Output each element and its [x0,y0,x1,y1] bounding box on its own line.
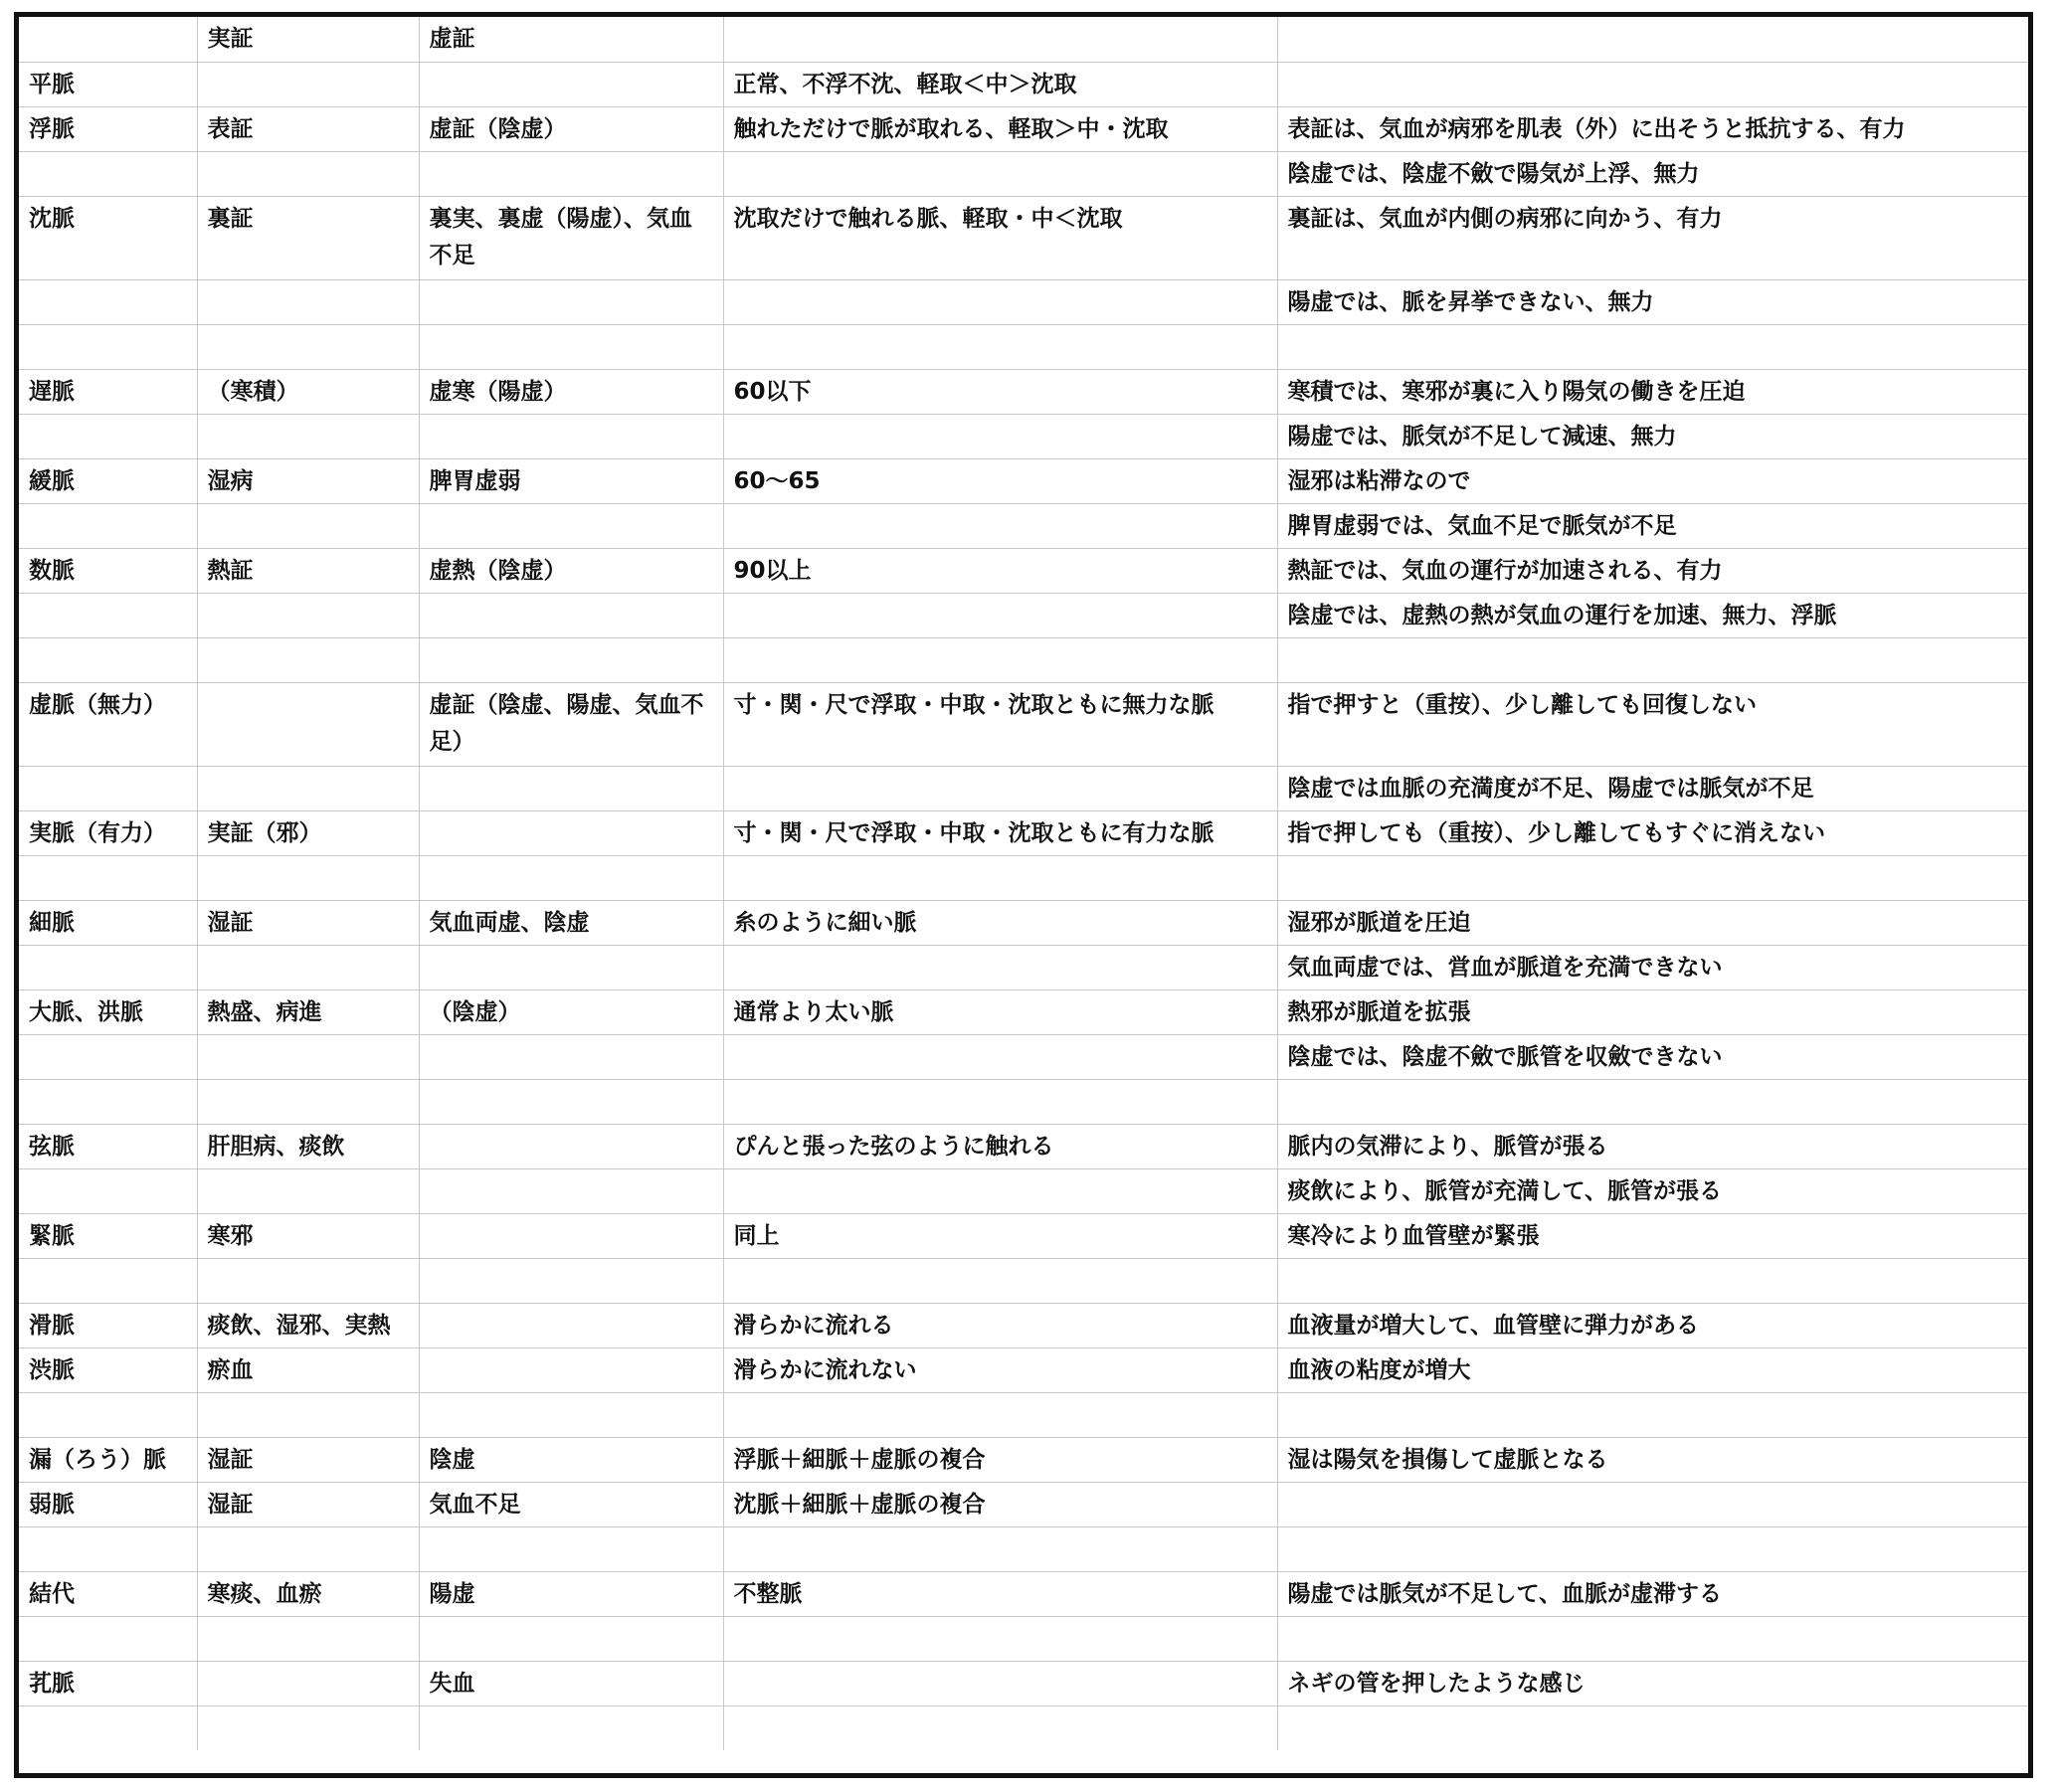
table-cell[interactable]: 痰飲、湿邪、実熱 [197,1303,419,1347]
table-cell[interactable] [19,1079,197,1124]
table-cell[interactable] [419,1168,723,1213]
table-cell[interactable]: 湿証 [197,900,419,945]
table-cell[interactable] [723,1258,1277,1303]
table-row [19,1437,2028,1482]
table-cell[interactable]: 血液量が増大して、血管壁に弾力がある [1277,1303,2028,1347]
table-cell[interactable] [197,1079,419,1124]
table-cell[interactable]: 実証（邪） [197,810,419,855]
table-cell[interactable] [1277,324,2028,369]
table-cell[interactable]: 浮脈＋細脈＋虚脈の複合 [723,1437,1277,1482]
table-row [19,1526,2028,1571]
table-cell[interactable]: 熱邪が脈道を拡張 [1277,989,2028,1034]
table-cell[interactable]: 陽虚 [419,1571,723,1616]
table-cell[interactable] [19,945,197,989]
table-cell[interactable] [197,1392,419,1437]
table-cell[interactable] [419,855,723,900]
table-cell[interactable]: 寸・関・尺で浮取・中取・沈取ともに有力な脈 [723,810,1277,855]
table-cell[interactable] [723,1079,1277,1124]
table-cell[interactable]: 芤脈 [19,1661,197,1705]
table-row [19,900,2028,945]
table-cell[interactable]: 裏証 [197,196,419,279]
table-row [19,279,2028,324]
table-cell[interactable]: 熱盛、病進 [197,989,419,1034]
table-row [19,766,2028,810]
table-cell[interactable] [197,945,419,989]
table-cell[interactable]: 大脈、洪脈 [19,989,197,1034]
table-cell[interactable]: 触れただけで脈が取れる、軽取＞中・沈取 [723,106,1277,151]
table-cell[interactable] [723,1705,1277,1750]
table-row [19,637,2028,682]
table-cell[interactable] [419,1526,723,1571]
table-cell[interactable] [19,503,197,548]
table-cell[interactable] [197,1526,419,1571]
table-cell[interactable] [419,1124,723,1168]
table-cell[interactable]: 滑らかに流れない [723,1347,1277,1392]
table-cell[interactable] [419,324,723,369]
table-cell[interactable] [419,1079,723,1124]
table-cell[interactable]: 漏（ろう）脈 [19,1437,197,1482]
table-row [19,1303,2028,1347]
table-cell[interactable]: 血液の粘度が増大 [1277,1347,2028,1392]
table-cell[interactable]: 陰虚では血脈の充満度が不足、陽虚では脈気が不足 [1277,766,2028,810]
table-cell[interactable]: 糸のように細い脈 [723,900,1277,945]
table-row [19,810,2028,855]
table-cell[interactable] [723,1526,1277,1571]
table-cell[interactable] [723,151,1277,196]
table-cell[interactable] [1277,855,2028,900]
table-cell[interactable] [419,503,723,548]
table-cell[interactable] [723,637,1277,682]
table-cell[interactable]: 裏証は、気血が内側の病邪に向かう、有力 [1277,196,2028,279]
table-row [19,989,2028,1034]
table-row [19,503,2028,548]
table-cell[interactable]: 陽虚では、脈気が不足して減速、無力 [1277,414,2028,458]
table-cell[interactable] [419,1303,723,1347]
table-cell[interactable]: 虚証 [419,17,723,62]
table-cell[interactable] [723,855,1277,900]
table-cell[interactable] [419,637,723,682]
table-row [19,1258,2028,1303]
table-row [19,17,2028,62]
table-cell[interactable] [419,1213,723,1258]
table-cell[interactable] [1277,62,2028,106]
table-cell[interactable] [419,1705,723,1750]
table-cell[interactable]: 浮脈 [19,106,197,151]
table-cell[interactable]: 沈脈＋細脈＋虚脈の複合 [723,1482,1277,1526]
table-cell[interactable] [197,593,419,637]
table-cell[interactable]: 虚寒（陽虚） [419,369,723,414]
table-cell[interactable] [19,855,197,900]
table-cell[interactable]: 瘀血 [197,1347,419,1392]
table-cell[interactable]: 寒痰、血瘀 [197,1571,419,1616]
table-row [19,414,2028,458]
table-cell[interactable]: 寒冷により血管壁が緊張 [1277,1213,2028,1258]
table-cell[interactable] [197,1705,419,1750]
table-cell[interactable]: 表証は、気血が病邪を肌表（外）に出そうと抵抗する、有力 [1277,106,2028,151]
table-cell[interactable] [1277,1526,2028,1571]
table-row [19,458,2028,503]
table-cell[interactable]: 湿証 [197,1437,419,1482]
table-cell[interactable]: 平脈 [19,62,197,106]
table-cell[interactable]: 実脈（有力） [19,810,197,855]
table-cell[interactable]: ぴんと張った弦のように触れる [723,1124,1277,1168]
table-cell[interactable] [197,1661,419,1705]
table-cell[interactable]: 数脈 [19,548,197,593]
table-cell[interactable] [419,1616,723,1661]
table-cell[interactable] [419,766,723,810]
table-cell[interactable] [197,1258,419,1303]
table-cell[interactable]: 陰虚 [419,1437,723,1482]
table-cell[interactable] [419,810,723,855]
table-row [19,1168,2028,1213]
table-cell[interactable] [419,1034,723,1079]
table-cell[interactable]: 気血両虚、陰虚 [419,900,723,945]
table-cell[interactable] [19,1168,197,1213]
table-row [19,945,2028,989]
table-cell[interactable] [197,279,419,324]
table-cell[interactable]: 不整脈 [723,1571,1277,1616]
table-cell[interactable] [19,637,197,682]
table-row [19,1571,2028,1616]
table-cell[interactable]: 熱証では、気血の運行が加速される、有力 [1277,548,2028,593]
table-cell[interactable]: 裏実、裏虚（陽虚）、気血不足 [419,196,723,279]
table-cell[interactable]: 気血不足 [419,1482,723,1526]
table-cell[interactable]: 熱証 [197,548,419,593]
table-cell[interactable]: 指で押すと（重按）、少し離しても回復しない [1277,682,2028,766]
table-cell[interactable] [419,151,723,196]
table-cell[interactable] [197,324,419,369]
table-cell[interactable]: 気血両虚では、営血が脈道を充満できない [1277,945,2028,989]
table-cell[interactable]: 陽虚では、脈を昇挙できない、無力 [1277,279,2028,324]
table-cell[interactable] [723,1616,1277,1661]
table-cell[interactable] [419,1392,723,1437]
table-cell[interactable] [419,414,723,458]
table-row [19,1705,2028,1750]
table-cell[interactable]: 虚脈（無力） [19,682,197,766]
table-cell[interactable] [723,1392,1277,1437]
table-cell[interactable] [1277,1258,2028,1303]
table-cell[interactable]: 虚証（陰虚） [419,106,723,151]
table-cell[interactable]: 通常より太い脈 [723,989,1277,1034]
table-cell[interactable] [1277,17,2028,62]
table-cell[interactable]: 脾胃虚弱では、気血不足で脈気が不足 [1277,503,2028,548]
table-cell[interactable] [1277,1482,2028,1526]
table-cell[interactable] [197,1034,419,1079]
table-cell[interactable] [19,17,197,62]
table-cell[interactable] [197,503,419,548]
table-row [19,369,2028,414]
table-cell[interactable] [1277,1616,2028,1661]
table-cell[interactable]: 結代 [19,1571,197,1616]
table-row [19,151,2028,196]
table-cell[interactable] [723,945,1277,989]
table-cell[interactable]: 湿証 [197,1482,419,1526]
table-row [19,196,2028,279]
table-cell[interactable]: 沈取だけで触れる脈、軽取・中＜沈取 [723,196,1277,279]
table-cell[interactable] [723,279,1277,324]
table-cell[interactable]: 寒積では、寒邪が裏に入り陽気の働きを圧迫 [1277,369,2028,414]
table-row [19,1616,2028,1661]
table-cell[interactable]: 虚証（陰虚、陽虚、気血不足） [419,682,723,766]
table-cell[interactable]: 湿病 [197,458,419,503]
table-cell[interactable]: 脈内の気滞により、脈管が張る [1277,1124,2028,1168]
table-cell[interactable]: 緊脈 [19,1213,197,1258]
table-cell[interactable] [723,1661,1277,1705]
table-cell[interactable] [19,414,197,458]
table-row [19,1213,2028,1258]
table-cell[interactable]: 弱脈 [19,1482,197,1526]
table-cell[interactable]: 滑らかに流れる [723,1303,1277,1347]
table-row [19,682,2028,766]
table-row [19,106,2028,151]
table-cell[interactable] [1277,637,2028,682]
table-cell[interactable] [197,855,419,900]
table-cell[interactable]: 寒邪 [197,1213,419,1258]
table-cell[interactable]: 実証 [197,17,419,62]
table-row [19,1482,2028,1526]
table-row [19,1079,2028,1124]
table-cell[interactable] [419,279,723,324]
table-cell[interactable] [197,766,419,810]
table-cell[interactable]: 陽虚では脈気が不足して、血脈が虚滞する [1277,1571,2028,1616]
table-cell[interactable] [197,1616,419,1661]
table-row [19,1124,2028,1168]
table-cell[interactable] [197,62,419,106]
table-cell[interactable] [419,945,723,989]
table-cell[interactable] [19,766,197,810]
table-cell[interactable] [723,1168,1277,1213]
table-cell[interactable]: 渋脈 [19,1347,197,1392]
table-row [19,62,2028,106]
table-cell[interactable] [197,151,419,196]
table-cell[interactable] [723,324,1277,369]
table-cell[interactable]: 沈脈 [19,196,197,279]
table-cell[interactable]: 60以下 [723,369,1277,414]
table-cell[interactable] [197,414,419,458]
table-row [19,1347,2028,1392]
pulse-diagnosis-table [19,17,2028,1750]
table-cell[interactable] [19,151,197,196]
table-cell[interactable]: 失血 [419,1661,723,1705]
table-cell[interactable] [723,1034,1277,1079]
table-cell[interactable]: 60〜65 [723,458,1277,503]
table-cell[interactable]: 遅脈 [19,369,197,414]
table-cell[interactable]: 湿邪は粘滞なので [1277,458,2028,503]
table-cell[interactable] [197,1168,419,1213]
table-row [19,1034,2028,1079]
table-cell[interactable] [723,17,1277,62]
table-cell[interactable] [19,1392,197,1437]
table-cell[interactable] [723,503,1277,548]
table-cell[interactable] [19,593,197,637]
table-cell[interactable] [197,682,419,766]
table-cell[interactable]: 緩脈 [19,458,197,503]
table-cell[interactable]: 湿は陽気を損傷して虚脈となる [1277,1437,2028,1482]
table-cell[interactable] [1277,1392,2028,1437]
table-cell[interactable] [723,593,1277,637]
table-row [19,1392,2028,1437]
table-cell[interactable]: 湿邪が脈道を圧迫 [1277,900,2028,945]
table-cell[interactable] [19,1616,197,1661]
table-cell[interactable]: 陰虚では、虚熱の熱が気血の運行を加速、無力、浮脈 [1277,593,2028,637]
table-cell[interactable] [419,1347,723,1392]
table-cell[interactable] [19,1034,197,1079]
table-cell[interactable]: （陰虚） [419,989,723,1034]
table-cell[interactable]: 陰虚では、陰虚不斂で陽気が上浮、無力 [1277,151,2028,196]
table-cell[interactable]: 虚熱（陰虚） [419,548,723,593]
table-cell[interactable]: ネギの管を押したような感じ [1277,1661,2028,1705]
table-row [19,593,2028,637]
table-row [19,324,2028,369]
table-cell[interactable]: 痰飲により、脈管が充満して、脈管が張る [1277,1168,2028,1213]
table-cell[interactable] [419,1258,723,1303]
table-cell[interactable]: （寒積） [197,369,419,414]
table-cell[interactable] [1277,1705,2028,1750]
table-cell[interactable]: 表証 [197,106,419,151]
table-cell[interactable]: 同上 [723,1213,1277,1258]
table-cell[interactable]: 脾胃虚弱 [419,458,723,503]
table-cell[interactable] [419,593,723,637]
table-cell[interactable] [723,414,1277,458]
table-body [19,17,2028,1750]
table-row [19,548,2028,593]
table-cell[interactable] [19,1258,197,1303]
table-row [19,1661,2028,1705]
table-row [19,855,2028,900]
table-cell[interactable]: 弦脈 [19,1124,197,1168]
table-cell[interactable] [1277,1079,2028,1124]
spreadsheet-sheet [14,12,2033,1778]
table-cell[interactable]: 陰虚では、陰虚不斂で脈管を収斂できない [1277,1034,2028,1079]
table-cell[interactable] [19,324,197,369]
table-cell[interactable] [19,1526,197,1571]
table-cell[interactable] [419,62,723,106]
table-cell[interactable]: 正常、不浮不沈、軽取＜中＞沈取 [723,62,1277,106]
table-cell[interactable]: 細脈 [19,900,197,945]
table-cell[interactable]: 指で押しても（重按）、少し離してもすぐに消えない [1277,810,2028,855]
table-cell[interactable]: 肝胆病、痰飲 [197,1124,419,1168]
table-cell[interactable] [723,766,1277,810]
table-cell[interactable]: 滑脈 [19,1303,197,1347]
table-cell[interactable] [19,1705,197,1750]
table-cell[interactable]: 90以上 [723,548,1277,593]
table-cell[interactable] [19,279,197,324]
table-cell[interactable]: 寸・関・尺で浮取・中取・沈取ともに無力な脈 [723,682,1277,766]
table-cell[interactable] [197,637,419,682]
